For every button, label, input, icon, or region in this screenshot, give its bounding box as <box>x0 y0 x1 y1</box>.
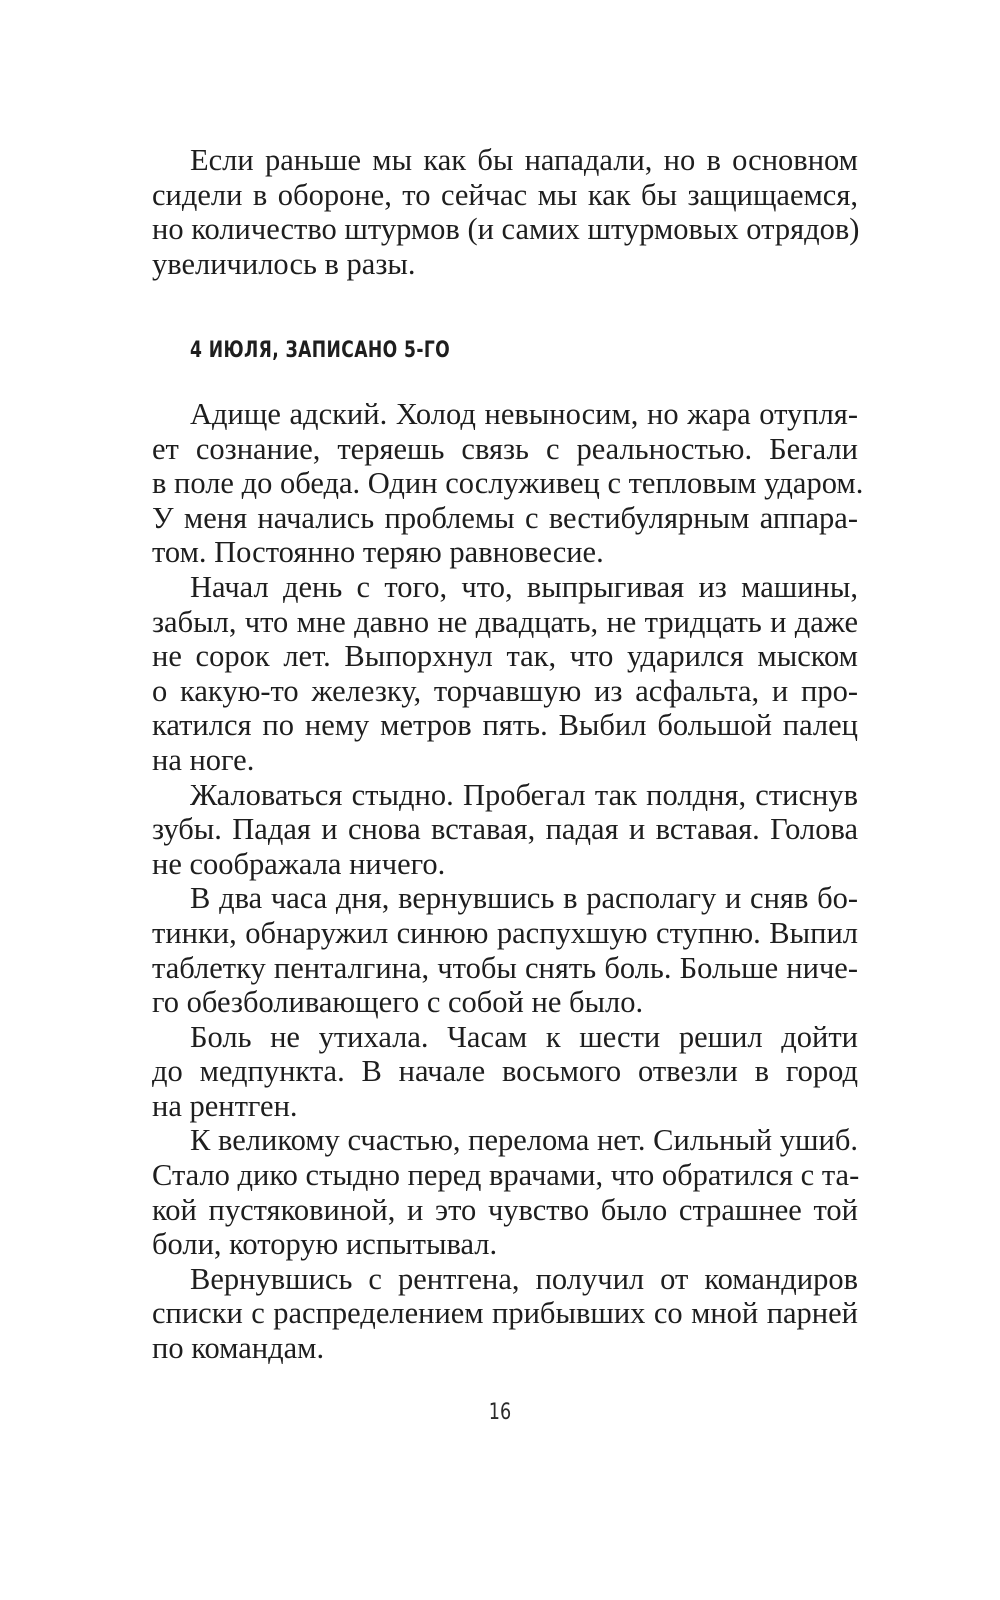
text-line: Если раньше мы как бы нападали, но в основном <box>190 143 858 177</box>
text-line: зубы. Падая и снова вставая, падая и вставая. Голова <box>152 812 858 847</box>
text-line: тинки, обнаружил синюю распухшую ступню. Выпил <box>152 915 858 950</box>
text-line: не соображала ничего. <box>152 846 446 881</box>
text-line: Жаловаться стыдно. Пробегал так полдня, стиснув <box>190 777 858 812</box>
text-line: до медпункта. В начале восьмого отвезли в город <box>152 1054 858 1089</box>
paragraph-opening <box>152 143 858 281</box>
text-line: списки с распределением прибывших со мной парней <box>152 1296 858 1331</box>
text-line: том. Постоянно теряю равновесие. <box>152 535 604 570</box>
text-line: не сорок лет. Выпорхнул так, что ударился мыском <box>152 639 858 674</box>
text-line: увеличилось в разы. <box>152 246 416 281</box>
text-line: го обезболивающего с собой не было. <box>152 985 644 1020</box>
text-line: катился по нему метров пять. Выбил большой палец <box>152 708 858 743</box>
text-line: У меня начались проблемы с вестибулярным аппара- <box>152 500 858 535</box>
text-line: Вернувшись с рентгена, получил от командиров <box>190 1261 858 1296</box>
text-line: таблетку пенталгина, чтобы снять боль. Больше ниче- <box>152 950 858 985</box>
section-heading: 4 ИЮЛЯ, ЗАПИСАНО 5-ГО <box>190 338 451 363</box>
text-line: В два часа дня, вернувшись в располагу и сняв бо- <box>190 881 858 916</box>
text-line: сидели в обороне, то сейчас мы как бы защищаемся, <box>152 177 858 212</box>
section-body <box>152 397 864 1366</box>
text-line: на рентген. <box>152 1088 298 1123</box>
text-line: о какую-то железку, торчавшую из асфальта, и про- <box>152 673 858 708</box>
text-line: забыл, что мне давно не двадцать, не тридцать и даже <box>152 604 858 639</box>
text-line: ет сознание, теряешь связь с реальностью. Бегали <box>152 431 858 466</box>
text-line: Начал день с того, что, выпрыгивая из машины, <box>190 569 858 604</box>
text-line: Стало дико стыдно перед врачами, что обратился с та- <box>152 1158 860 1193</box>
text-line: боли, которую испытывал. <box>152 1227 498 1262</box>
text-line: на ноге. <box>152 742 255 777</box>
page-number: 16 <box>488 1400 512 1425</box>
text-line: кой пустяковиной, и это чувство было страшнее той <box>152 1192 858 1227</box>
text-line: Адище адский. Холод невыносим, но жара отупля- <box>190 397 858 431</box>
text-line: в поле до обеда. Один сослуживец с тепловым ударом. <box>152 466 864 501</box>
text-line: но количество штурмов (и самих штурмовых отрядов) <box>152 212 860 247</box>
text-line: по командам. <box>152 1331 325 1366</box>
text-line: Боль не утихала. Часам к шести решил дойти <box>190 1019 858 1054</box>
text-line: К великому счастью, перелома нет. Сильный ушиб. <box>190 1123 858 1158</box>
